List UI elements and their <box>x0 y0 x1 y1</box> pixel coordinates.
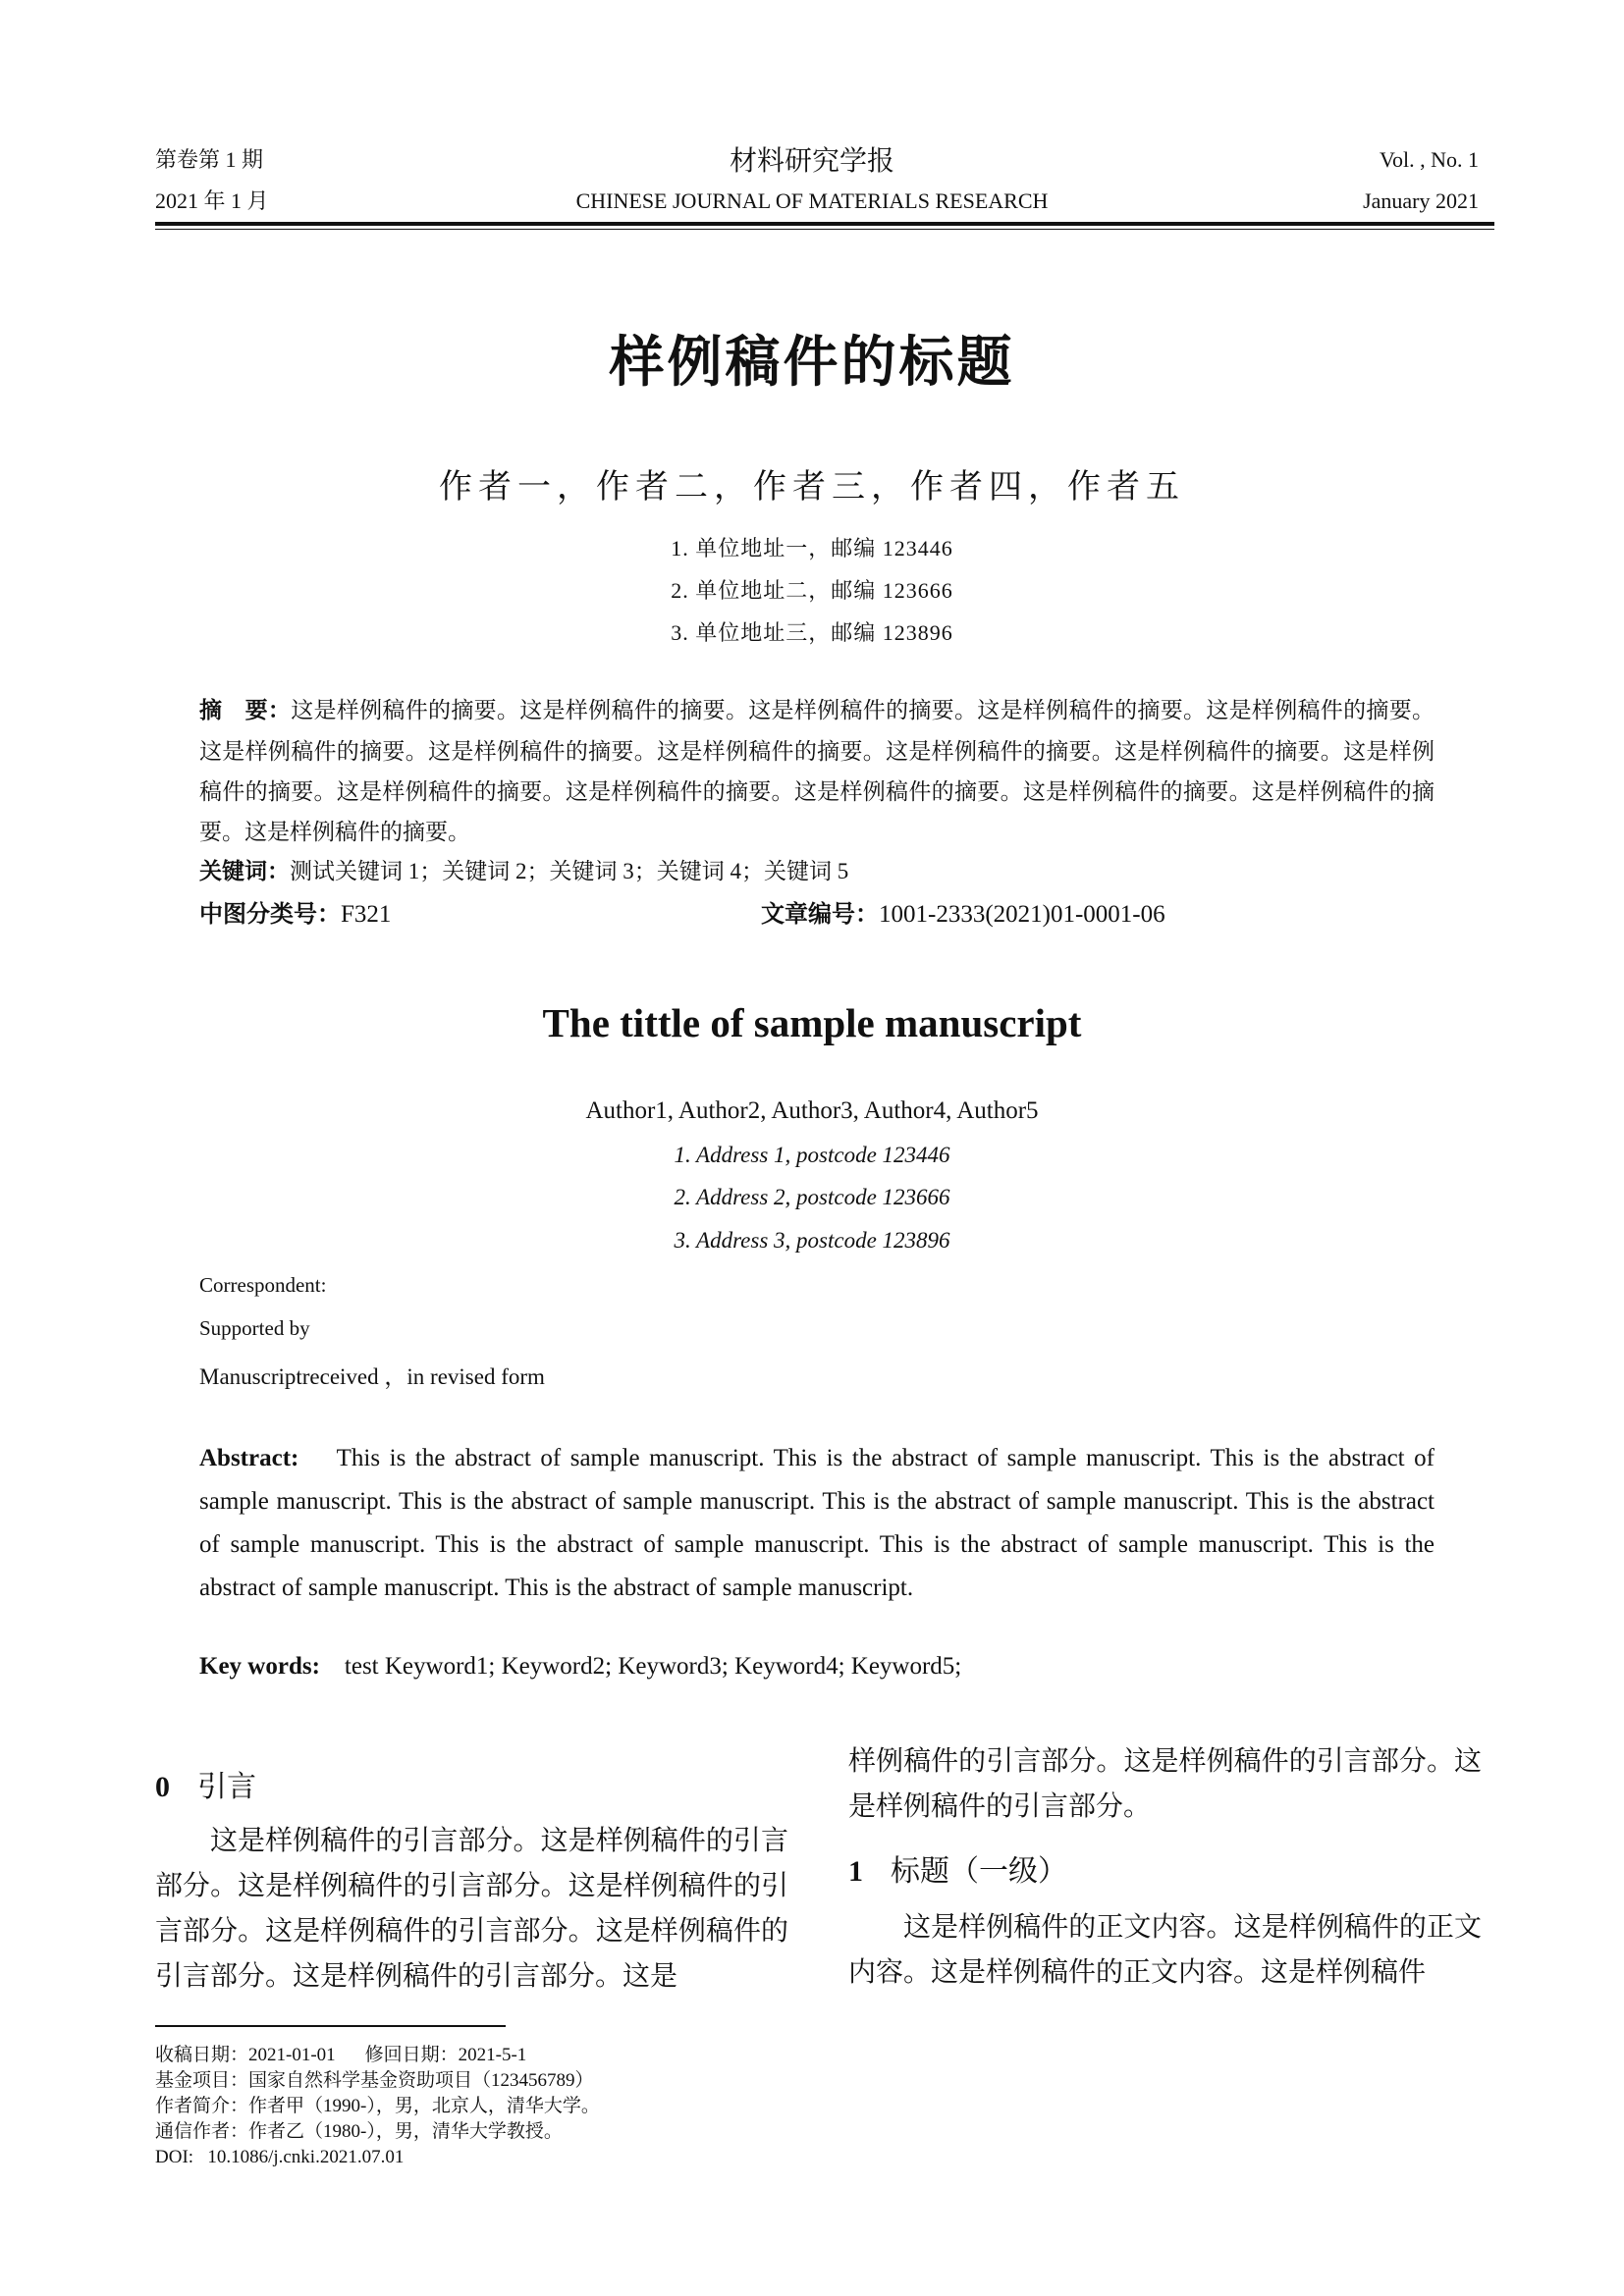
issue-cn: 第卷第 1 期 <box>155 147 264 172</box>
section-1-body <box>848 1905 1482 1996</box>
abstract-en-text: This is the abstract of sample manuscript. This is the abstract of sample manuscript. This is the abstract of sample manuscript. This is the abstract of sample manuscript. This is the abstract of sample manuscript. This is the abstract of sample manuscript. This is the abstract of sample manuscript. This is the abstract of sample manuscript. This is the abstract of sample manuscript. This is the abstract of sample manuscript. <box>199 1445 1435 1601</box>
section-0-title: 引言 <box>197 1771 256 1803</box>
journal-title-cn: 材料研究学报 <box>729 144 894 177</box>
authors-cn: 作者一，作者二，作者三，作者四，作者五 <box>439 469 1185 506</box>
section-1-title: 标题（一级） <box>891 1855 1067 1888</box>
footnote-fund: 基金项目：国家自然科学基金资助项目（123456789） <box>155 2070 594 2091</box>
keywords-cn <box>199 851 1435 892</box>
correspondent-line: Correspondent: <box>199 1273 327 1297</box>
classification-label: 中图分类号： <box>199 900 341 928</box>
article-number-label: 文章编号： <box>761 900 879 928</box>
keywords-cn-text: 测试关键词 1；关键词 2；关键词 3；关键词 4；关键词 5 <box>290 859 849 883</box>
section-1-heading <box>848 1846 1067 1890</box>
footnote-author-bio: 作者简介：作者甲（1990-），男，北京人，清华大学。 <box>155 2096 600 2116</box>
affiliation-cn: 3. 单位地址三，邮编 123896 <box>671 620 953 645</box>
affiliation-cn: 2. 单位地址二，邮编 123666 <box>671 578 953 603</box>
date-en: January 2021 <box>1363 188 1479 213</box>
affiliation-en: 3. Address 3, postcode 123896 <box>674 1228 950 1253</box>
abstract-en-label: Abstract: <box>199 1445 299 1471</box>
paper-title-en: The tittle of sample manuscript <box>542 1000 1082 1045</box>
abstract-cn-label: 摘 要： <box>199 698 292 723</box>
abstract-cn-text: 这是样例稿件的摘要。这是样例稿件的摘要。这是样例稿件的摘要。这是样例稿件的摘要。这是样例稿件的摘要。这是样例稿件的摘要。这是样例稿件的摘要。这是样例稿件的摘要。这是样例稿件的摘要。这是样例稿件的摘要。这是样例稿件的摘要。这是样例稿件的摘要。这是样例稿件的摘要。这是样例稿件的摘要。这是样例稿件的摘要。这是样例稿件的摘要。这是样例稿件的摘要。 <box>199 698 1435 844</box>
section-0-text-continued: 样例稿件的引言部分。这是样例稿件的引言部分。这是样例稿件的引言部分。 <box>848 1746 1482 1822</box>
footnote-rule <box>155 2025 506 2027</box>
header-rule-thick <box>155 222 1494 226</box>
section-0-text: 这是样例稿件的引言部分。这是样例稿件的引言部分。这是样例稿件的引言部分。这是样例稿件的引言部分。这是样例稿件的引言部分。这是样例稿件的引言部分。这是样例稿件的引言部分。这是 <box>155 1826 788 1992</box>
article-number <box>761 894 1448 934</box>
journal-title-en: CHINESE JOURNAL OF MATERIALS RESEARCH <box>575 188 1049 213</box>
classification-value: F321 <box>341 901 392 928</box>
footnote-received <box>155 2046 526 2064</box>
received-date: 收稿日期：2021-01-01 <box>155 2045 336 2065</box>
abstract-en <box>199 1437 1435 1610</box>
keywords-en-text: test Keyword1; Keyword2; Keyword3; Keyword4; Keyword5; <box>344 1653 962 1680</box>
section-0-heading <box>155 1762 256 1805</box>
footnote-doi <box>155 2148 404 2166</box>
affiliation-en: 2. Address 2, postcode 123666 <box>674 1185 950 1209</box>
keywords-en-label: Key words: <box>199 1653 320 1680</box>
section-0-number: 0 <box>155 1771 170 1803</box>
abstract-cn <box>199 690 1435 852</box>
revised-date: 修回日期：2021-5-1 <box>364 2045 527 2065</box>
section-0-body-left <box>155 1819 788 2000</box>
supported-by-line: Supported by <box>199 1316 310 1340</box>
affiliation-en: 1. Address 1, postcode 123446 <box>674 1143 950 1167</box>
authors-en: Author1, Author2, Author3, Author4, Author5 <box>585 1097 1039 1124</box>
affiliation-cn: 1. 单位地址一，邮编 123446 <box>671 536 953 561</box>
date-cn: 2021 年 1 月 <box>155 188 269 213</box>
section-1-text: 这是样例稿件的正文内容。这是样例稿件的正文内容。这是样例稿件的正文内容。这是样例稿件 <box>848 1912 1482 1988</box>
doi-label: DOI: <box>155 2147 194 2167</box>
footnote-corresponding: 通信作者：作者乙（1980-），男，清华大学教授。 <box>155 2121 563 2142</box>
section-1-number: 1 <box>848 1855 863 1888</box>
header-rule-thin <box>155 229 1494 230</box>
doi-value: 10.1086/j.cnki.2021.07.01 <box>207 2147 405 2167</box>
paper-title-cn: 样例稿件的标题 <box>609 331 1015 395</box>
article-number-value: 1001-2333(2021)01-0001-06 <box>879 901 1165 928</box>
keywords-cn-label: 关键词： <box>199 859 290 884</box>
keywords-en <box>199 1653 961 1681</box>
volume-en: Vol. , No. 1 <box>1379 147 1479 172</box>
section-0-body-right <box>848 1739 1482 1830</box>
manuscript-received-line: Manuscriptreceived ，in revised form <box>199 1364 545 1389</box>
